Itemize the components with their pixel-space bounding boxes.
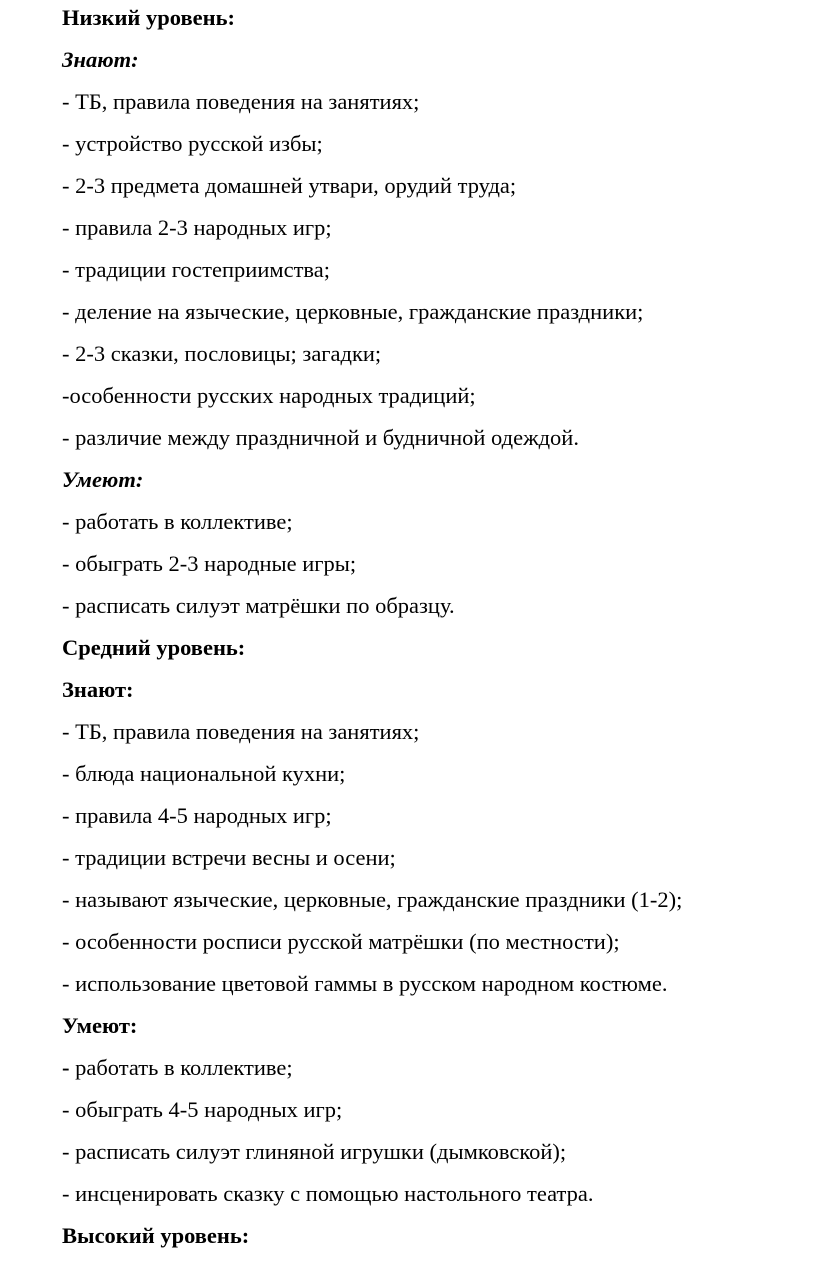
list-item: - блюда национальной кухни; — [62, 761, 346, 786]
high-level-heading: Высокий уровень: — [62, 1223, 250, 1248]
list-item-text: работать в коллективе; — [69, 1055, 293, 1080]
list-item: - правила 4-5 народных игр; — [62, 803, 332, 828]
list-item: - расписать силуэт глиняной игрушки (дымковской); — [62, 1139, 567, 1164]
low-know-label: Знают: — [62, 47, 139, 72]
list-dash: - — [62, 1055, 70, 1080]
list-item: - инсценировать сказку с помощью настольного театра. — [62, 1181, 594, 1206]
mid-can-label: Умеют: — [62, 1013, 138, 1038]
mid-level-heading: Средний уровень: — [62, 635, 246, 660]
list-item: - расписать силуэт матрёшки по образцу. — [62, 593, 455, 618]
list-item: - деление на языческие, церковные, гражданские праздники; — [62, 299, 644, 324]
list-item: - обыграть 4-5 народных игр; — [62, 1097, 343, 1122]
list-item — [62, 1055, 293, 1081]
list-item: - использование цветовой гаммы в русском народном костюме. — [62, 971, 668, 996]
list-item: - 2-3 сказки, пословицы; загадки; — [62, 341, 382, 366]
list-item: - ТБ, правила поведения на занятиях; — [62, 719, 420, 744]
list-item: - особенности росписи русской матрёшки (по местности); — [62, 929, 620, 954]
list-item: - правила 2-3 народных игр; — [62, 215, 332, 240]
list-item: - 2-3 предмета домашней утвари, орудий труда; — [62, 173, 517, 198]
list-item: - обыграть 2-3 народные игры; — [62, 551, 357, 576]
list-item: - традиции гостеприимства; — [62, 257, 330, 282]
list-item: - различие между праздничной и будничной одеждой. — [62, 425, 579, 450]
list-item: - работать в коллективе; — [62, 509, 293, 534]
list-item: -особенности русских народных традиций; — [62, 383, 476, 408]
low-can-label: Умеют: — [62, 467, 144, 492]
low-level-heading: Низкий уровень: — [62, 5, 235, 30]
list-item: - ТБ, правила поведения на занятиях; — [62, 89, 420, 114]
list-item: - называют языческие, церковные, гражданские праздники (1-2); — [62, 887, 683, 912]
mid-know-label: Знают: — [62, 677, 134, 702]
list-item: - традиции встречи весны и осени; — [62, 845, 396, 870]
list-item: - устройство русской избы; — [62, 131, 323, 156]
